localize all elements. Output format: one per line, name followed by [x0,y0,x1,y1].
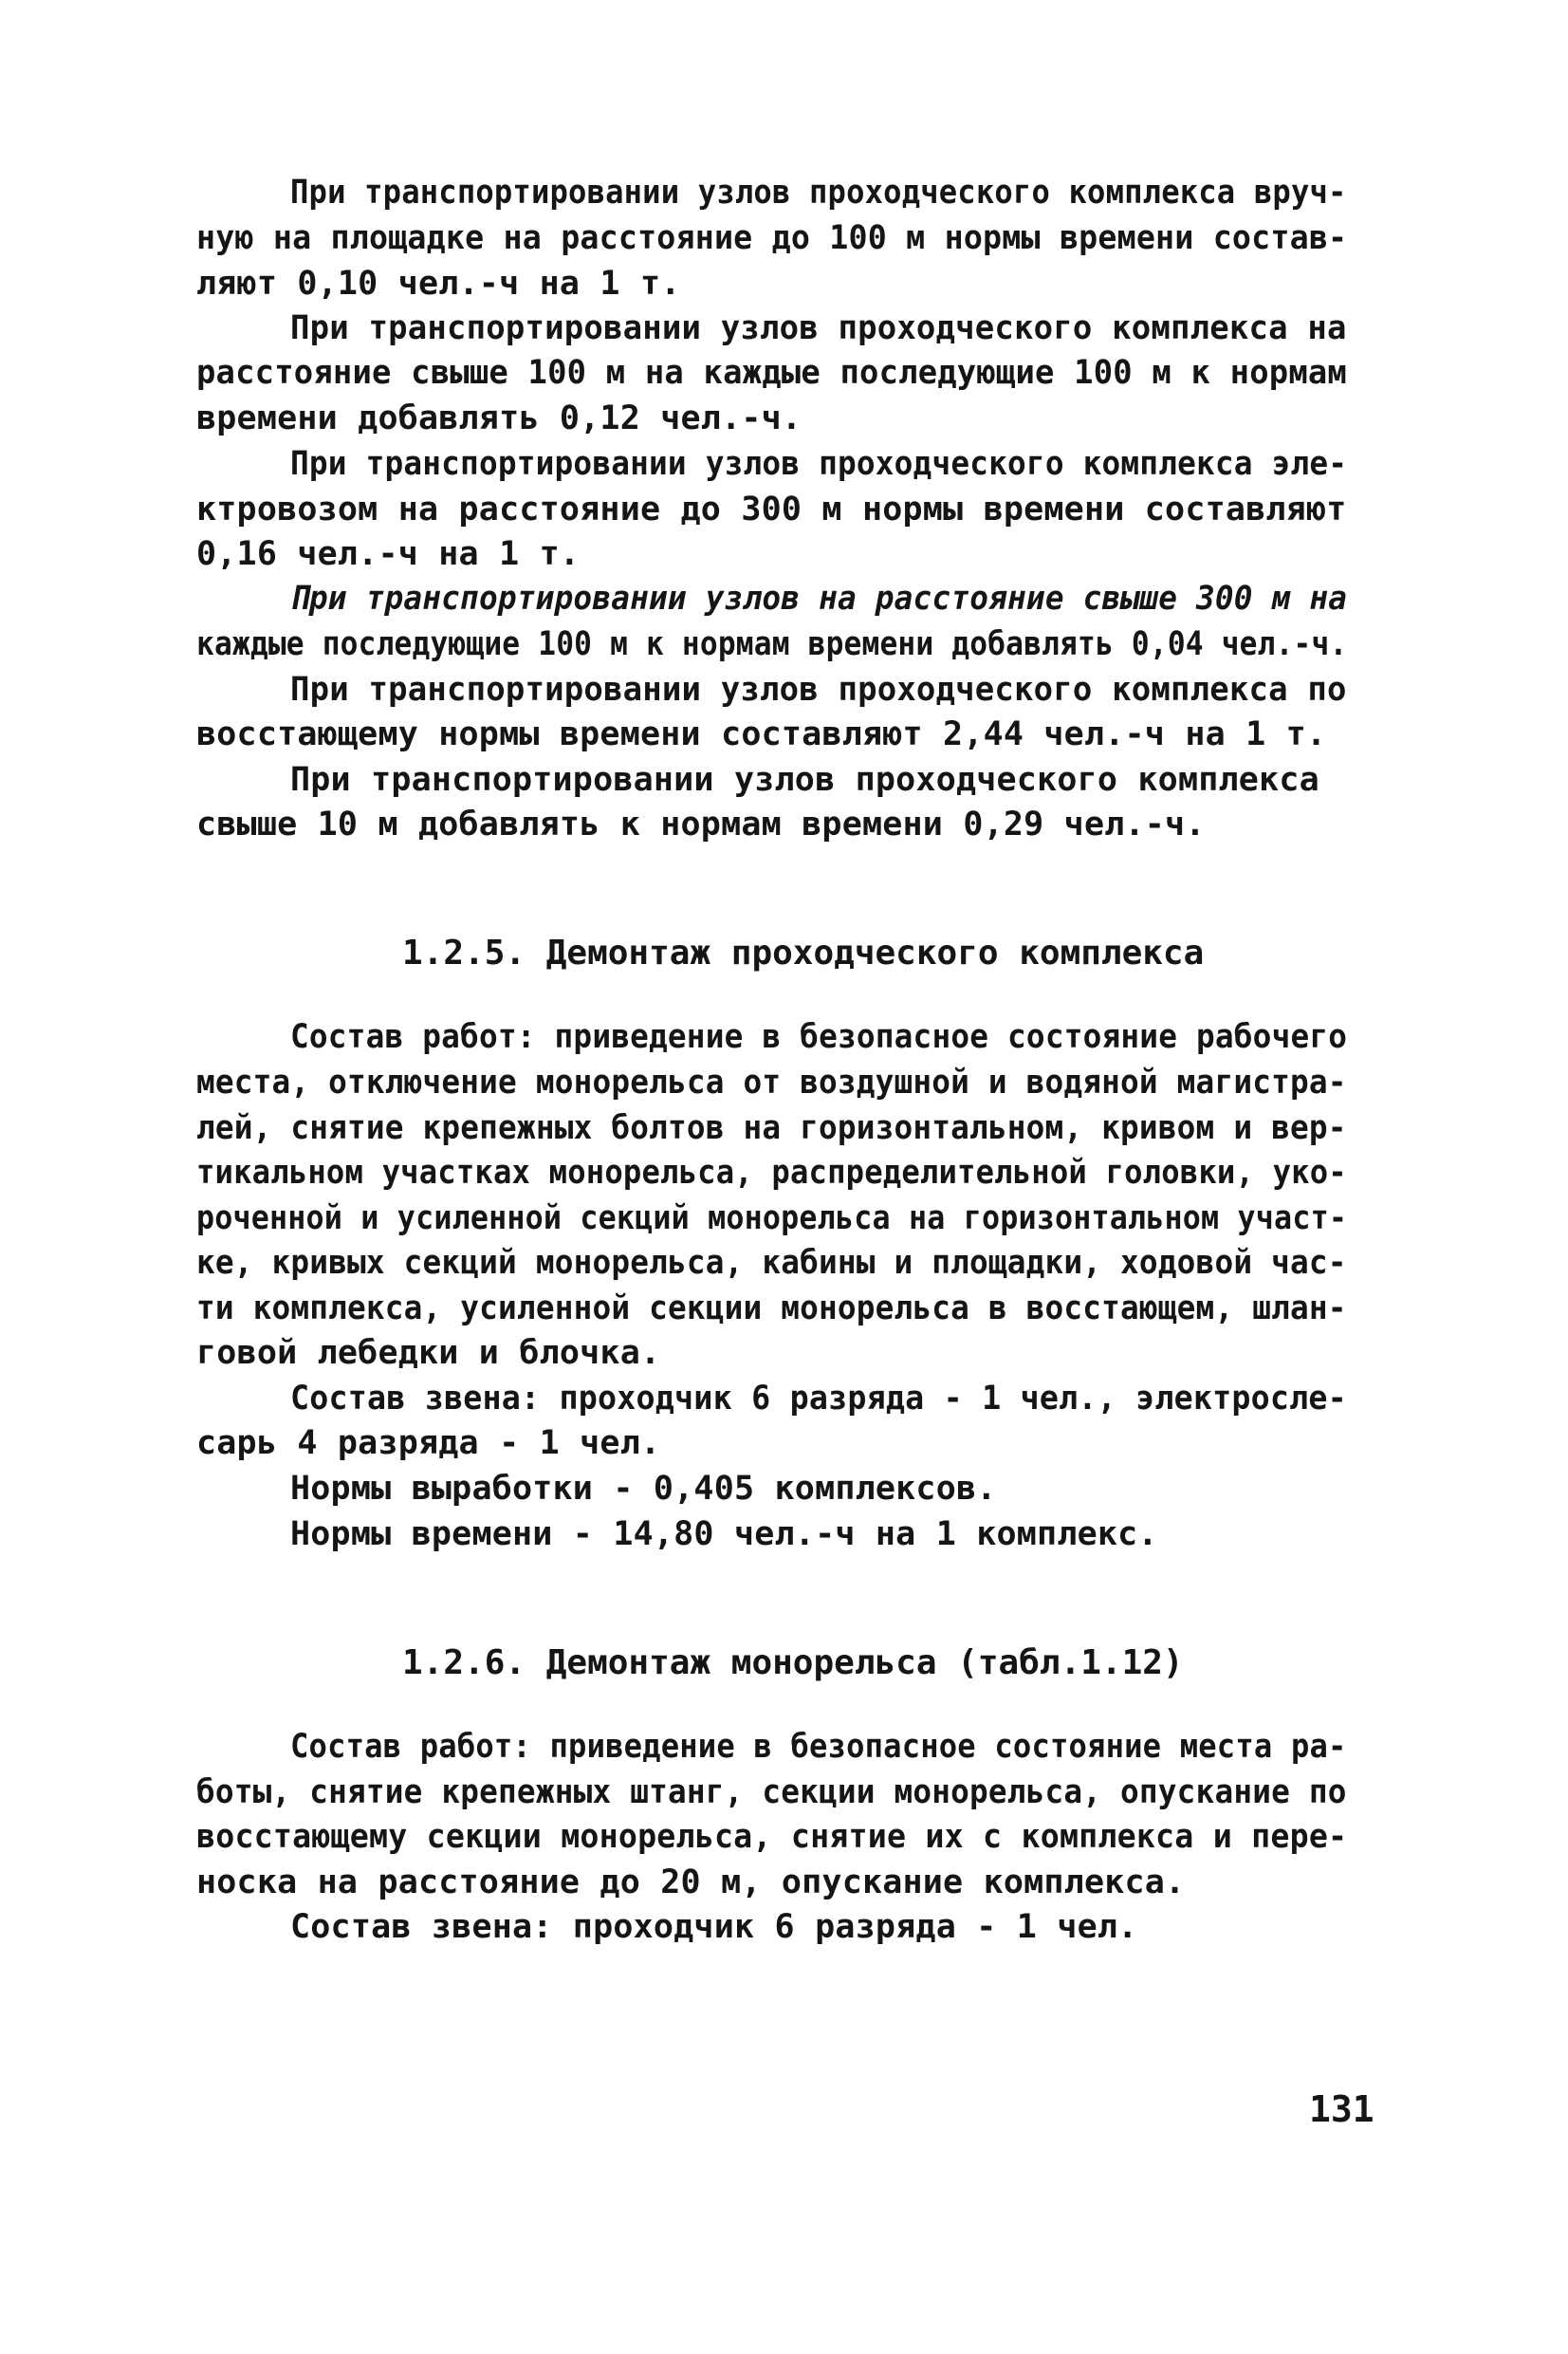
paragraph-line: каждые последующие 100 м к нормам времени добавлять 0,04 чел.-ч. [196,625,1348,663]
paragraph-line: говой лебедки и блочка. [196,1334,661,1372]
paragraph-line: восстающему секции монорельса, снятие их с комплекса и пере- [196,1818,1348,1856]
paragraph-line: места, отключение монорельса от воздушной и водяной магистра- [196,1064,1347,1102]
paragraph-line: тикальном участках монорельса, распределительной головки, уко- [196,1154,1347,1192]
paragraph-line: свыше 10 м добавлять к нормам времени 0,29 чел.-ч. [196,806,1206,843]
paragraph-line: ляют 0,10 чел.-ч на 1 т. [196,265,681,303]
paragraph-line: При транспортировании узлов проходческого комплекса по [290,671,1347,709]
paragraph-line: Нормы времени - 14,80 чел.-ч на 1 комплекс. [290,1515,1158,1553]
paragraph-line: При транспортировании узлов на расстояние свыше 300 м на [290,580,1348,618]
paragraph-line: При транспортировании узлов проходческого комплекса на [290,309,1347,347]
paragraph-line: ктровозом на расстояние до 300 м нормы времени составляют [196,491,1347,528]
paragraph-line: Состав работ: приведение в безопасное состояние места ра- [290,1728,1347,1766]
paragraph-line: расстояние свыше 100 м на каждые последующие 100 м к нормам [196,354,1348,392]
paragraph-line: 0,16 чел.-ч на 1 т. [196,535,581,573]
paragraph-line: восстающему нормы времени составляют 2,44 чел.-ч на 1 т. [196,715,1327,753]
paragraph-line: Состав звена: проходчик 6 разряда - 1 чел. [290,1908,1138,1946]
paragraph-line: носка на расстояние до 20 м, опускание комплекса. [196,1863,1186,1901]
paragraph-line: сарь 4 разряда - 1 чел. [196,1424,661,1462]
paragraph-line: роченной и усиленной секций монорельса на горизонтальном участ- [196,1199,1348,1237]
paragraph-line: Нормы выработки - 0,405 комплексов. [290,1470,997,1508]
paragraph-line: ти комплекса, усиленной секции монорельса в восстающем, шлан- [196,1289,1347,1327]
paragraph-line: ную на площадке на расстояние до 100 м нормы времени состав- [196,219,1348,257]
paragraph-line: Состав работ: приведение в безопасное состояние рабочего [290,1018,1348,1056]
paragraph-line: При транспортировании узлов проходческого комплекса вруч- [290,174,1347,212]
page-number: 131 [1309,2088,1374,2130]
paragraph-line: При транспортировании узлов проходческого комплекса [290,761,1319,799]
paragraph-line: боты, снятие крепежных штанг, секции монорельса, опускание по [196,1773,1347,1811]
paragraph-line: времени добавлять 0,12 чел.-ч. [196,399,802,437]
paragraph-line: Состав звена: проходчик 6 разряда - 1 чел., электросле- [290,1380,1347,1418]
paragraph-line: лей, снятие крепежных болтов на горизонтальном, кривом и вер- [196,1109,1347,1147]
section-heading: 1.2.5. Демонтаж проходческого комплекса [402,934,1205,973]
paragraph-line: ке, кривых секций монорельса, кабины и площадки, ходовой час- [196,1244,1347,1282]
paragraph-line: При транспортировании узлов проходческого комплекса эле- [290,445,1348,483]
section-heading: 1.2.6. Демонтаж монорельса (табл.1.12) [402,1643,1184,1682]
